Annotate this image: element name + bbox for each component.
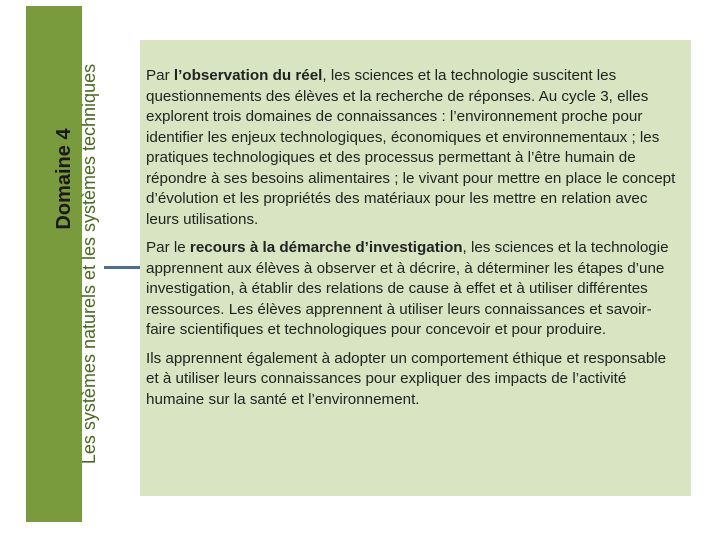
paragraph-prefix: Par — [146, 67, 174, 84]
sidebar-rotated-text — [26, 6, 104, 522]
paragraph-investigation — [146, 238, 679, 341]
domain-subtitle: Les systèmes naturels et les systèmes techniques — [79, 63, 99, 465]
paragraph-emphasis: recours à la démarche d’investigation — [189, 239, 463, 256]
connector-line — [104, 266, 140, 269]
paragraph-observation — [146, 66, 679, 230]
domain-title: Domaine 4 — [53, 128, 75, 230]
content-box — [140, 40, 691, 496]
paragraph-ethics — [146, 349, 679, 411]
sidebar-label — [26, 6, 104, 522]
paragraph-prefix: Par le — [146, 239, 190, 256]
paragraph-text: Ils apprennent également à adopter un comportement éthique et responsable et à utiliser leurs connaissances pour expliquer des impacts de l’activité humaine sur la santé et l’environnement. — [146, 349, 667, 408]
paragraph-emphasis: l’observation du réel — [173, 67, 323, 84]
paragraph-text: , les sciences et la technologie apprennent aux élèves à observer et à décrire, à déterminer les étapes d’une investigation, à établir des relations de cause à effet et à utiliser différentes ressources. Les élèves apprennent à utiliser leurs connaissances et savoir-faire scientifiques et technologiques pour concevoir et pour produire. — [146, 239, 669, 338]
paragraph-text: , les sciences et la technologie suscitent les questionnements des élèves et la recherche de réponses. Au cycle 3, elles explorent trois domaines de connaissances : l’environnement proche pour identifier les enjeux technologiques, économiques et environnementaux ; les pratiques technologiques et des processus permettant à l’être humain de répondre à ses besoins alimentaires ; le vivant pour mettre en place le concept d’évolution et les propriétés des matériaux pour les mettre en relation avec leurs utilisations. — [146, 67, 676, 228]
